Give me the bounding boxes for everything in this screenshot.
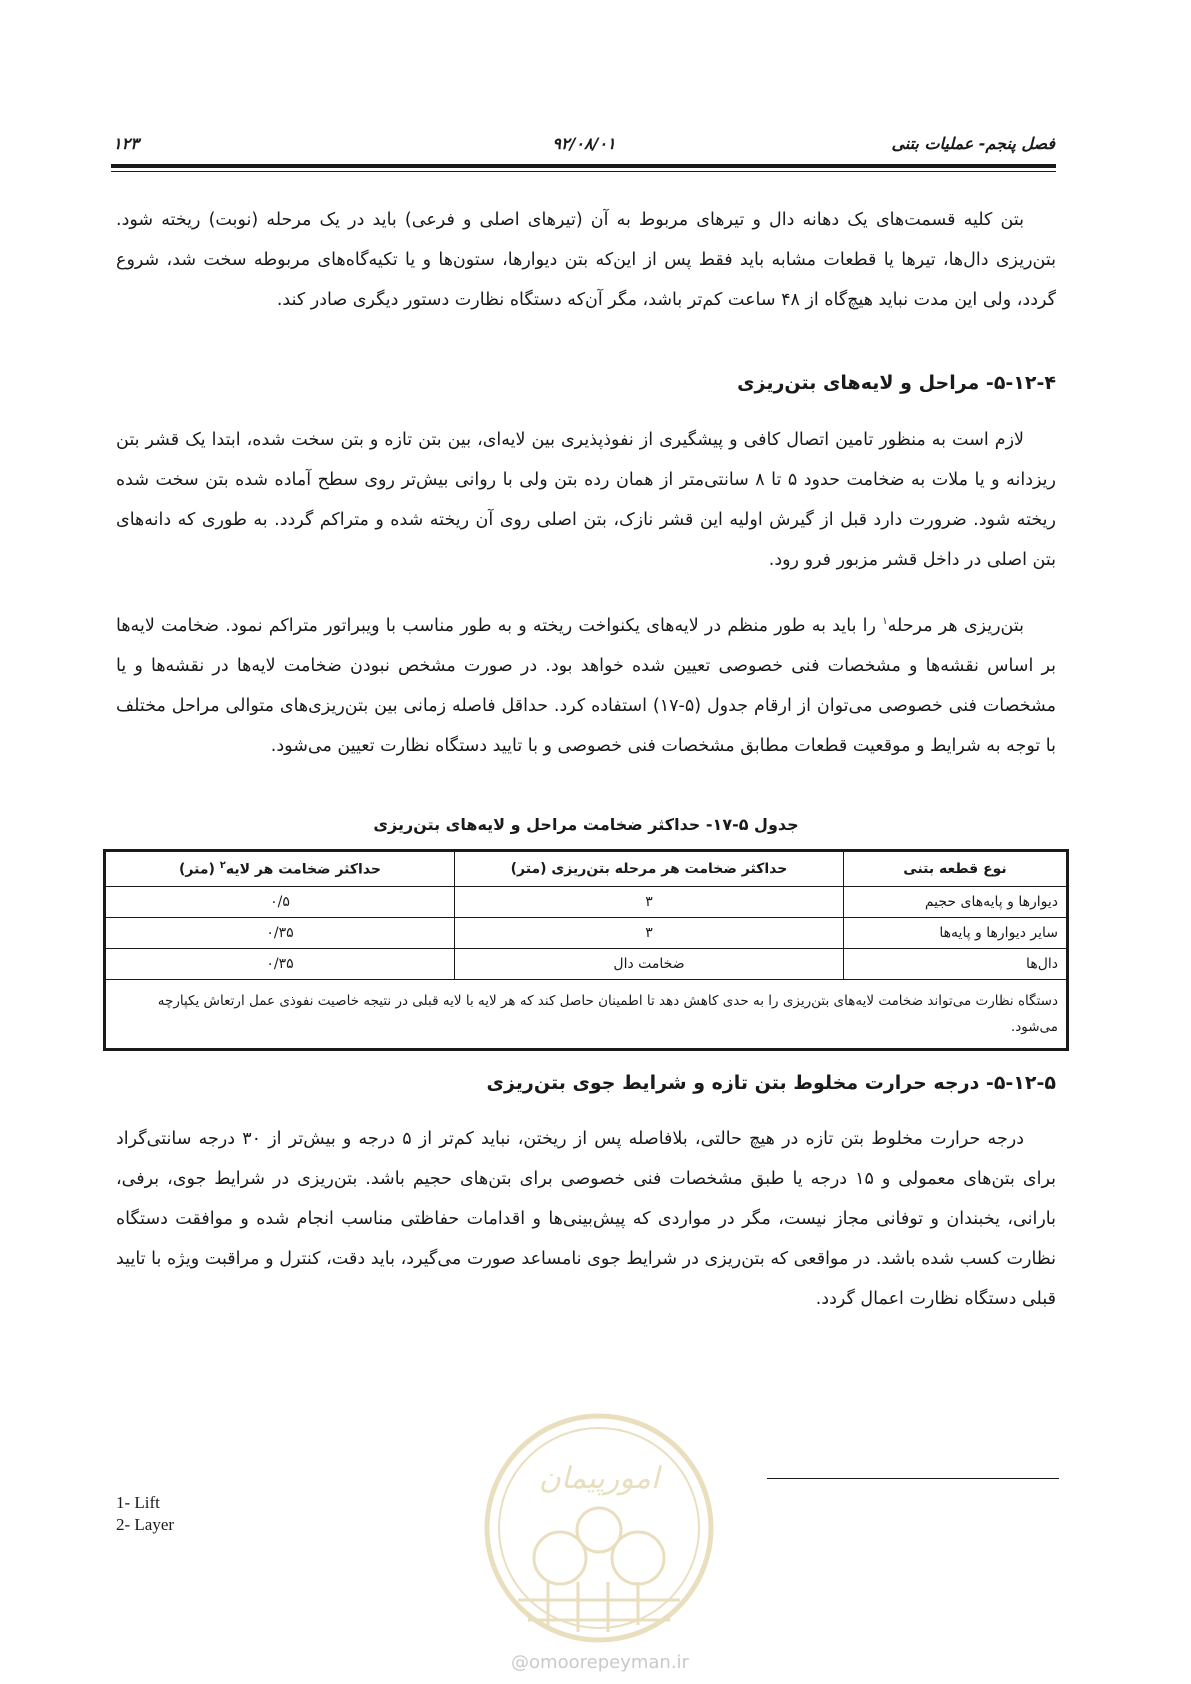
logo-lettering: امورپیمان — [538, 1461, 660, 1496]
footnote-2: 2- Layer — [116, 1515, 175, 1534]
footnotes — [116, 1492, 174, 1536]
header-rule-thick — [111, 164, 1056, 168]
cell-layer: ۰/۵ — [105, 887, 455, 918]
table-caption: جدول ۵-۱۷- حداکثر ضخامت مراحل و لایه‌های بتن‌ریزی — [373, 815, 799, 834]
footnote-ref-2: ۲ — [219, 860, 226, 872]
table-note: دستگاه نظارت می‌تواند ضخامت لایه‌های بتن‌ریزی را به حدی کاهش دهد تا اطمینان حاصل کند که هر لایه با لایه قبلی در نتیجه خاصیت نفوذی عمل ارتعاش یکپارچه می‌شود. — [105, 980, 1068, 1050]
table-row — [105, 949, 1068, 980]
header-layer-text: حداکثر ضخامت هر لایه — [225, 861, 381, 878]
section-heading-5-12-4: ۵-۱۲-۴- مراحل و لایه‌های بتن‌ریزی — [737, 372, 1056, 394]
cell-stage: ضخامت دال — [455, 949, 844, 980]
header-date: ۹۲/۰۸/۰۱ — [552, 134, 616, 153]
cell-stage: ۳ — [455, 887, 844, 918]
section-5-paragraph: درجه حرارت مخلوط بتن تازه در هیچ حالتی، بلافاصله پس از ریختن، نباید کم‌تر از ۵ درجه و بیش‌تر از ۳۰ درجه سانتی‌گراد برای بتن‌های معمولی و ۱۵ درجه یا طبق مشخصات فنی خصوصی برای بتن‌های حجیم باشد. بتن‌ریزی در شرایط جوی، برفی، بارانی، یخبندان و توفانی مجاز نیست، مگر در مواردی که پیش‌بینی‌ها و اقدامات حفاظتی مناسب انجام شده و موافقت دستگاه نظارت کسب شده باشد. در مواقعی که بتن‌ریزی در شرایط جوی نامساعد صورت می‌گیرد، باید دقت، کنترل و مراقبت ویژه با تایید قبلی دستگاه نظارت اعمال گردد. — [116, 1129, 1056, 1309]
section-4-paragraph-1: لازم است به منظور تامین اتصال کافی و پیشگیری از نفوذپذیری بین لایه‌ای، بین بتن تازه و بتن سخت شده، ابتدا یک قشر بتن ریزدانه و یا ملات به ضخامت حدود ۵ تا ۸ سانتی‌متر از همان رده بتن ولی با روانی بیش‌تر روی سطح آماده شده بتن سخت شده ریخته شود. ضرورت دارد قبل از گیرش اولیه این قشر نازک، بتن اصلی روی آن ریخته شده و متراکم گردد. به طوری که دانه‌های بتن اصلی در داخل قشر مزبور فرو رود. — [116, 430, 1057, 570]
header-rule-thin — [111, 171, 1056, 172]
cell-type: سایر دیوارها و پایه‌ها — [844, 918, 1068, 949]
cell-type: دیوارها و پایه‌های حجیم — [844, 887, 1068, 918]
intro-paragraph: بتن کلیه قسمت‌های یک دهانه دال و تیرهای مربوط به آن (تیرهای اصلی و فرعی) باید در یک مرحله (نوبت) ریخته شود. بتن‌ریزی دال‌ها، تیرها یا قطعات مشابه باید فقط پس از این‌که بتن دیوارها، ستون‌ها و یا تکیه‌گاه‌های مربوطه سخت شد، شروع گردد، ولی این مدت نباید هیچ‌گاه از ۴۸ ساعت کم‌تر باشد، مگر آن‌که دستگاه نظارت دستور دیگری صادر کند. — [116, 210, 1056, 310]
footnote-separator — [767, 1478, 1059, 1479]
footnote-ref-1: ۱ — [882, 616, 888, 627]
section-heading-5-12-5: ۵-۱۲-۵- درجه حرارت مخلوط بتن تازه و شرایط جوی بتن‌ریزی — [486, 1072, 1056, 1094]
para2-start: بتن‌ریزی هر مرحله — [887, 615, 1024, 636]
layer-thickness-table — [103, 849, 1069, 1051]
table-note-row — [105, 980, 1068, 1050]
cell-layer: ۰/۳۵ — [105, 918, 455, 949]
cell-type: دال‌ها — [844, 949, 1068, 980]
table-header-row — [105, 851, 1068, 887]
cell-stage: ۳ — [455, 918, 844, 949]
watermark-logo — [478, 1410, 720, 1646]
header-layer — [105, 851, 455, 887]
page-header — [113, 134, 1055, 154]
header-stage: حداکثر ضخامت هر مرحله بتن‌ریزی (متر) — [455, 851, 844, 887]
footnote-1: 1- Lift — [116, 1493, 160, 1512]
watermark-site: @omoorepeyman.ir — [511, 1652, 689, 1673]
table-row — [105, 918, 1068, 949]
chapter-title: فصل پنجم- عملیات بتنی — [891, 134, 1055, 153]
header-type: نوع قطعه بتنی — [844, 851, 1068, 887]
cell-layer: ۰/۳۵ — [105, 949, 455, 980]
table-row — [105, 887, 1068, 918]
header-layer-unit: (متر) — [179, 861, 220, 878]
page-number: ۱۲۳ — [113, 134, 139, 153]
section-4-paragraph-2 — [116, 602, 1056, 766]
para2-rest: را باید به طور منظم در لایه‌های یکنواخت ریخته و به طور مناسب با ویبراتور متراکم نمود. ضخامت لایه‌ها بر اساس نقشه‌ها و مشخصات فنی خصوصی تعیین شده خواهد بود. در صورت مشخص نبودن ضخامت لایه‌ها در نقشه‌ها و یا مشخصات فنی خصوصی می‌توان از ارقام جدول (۵-۱۷) استفاده کرد. حداقل فاصله زمانی بین بتن‌ریزی‌های متوالی مراحل مختلف با توجه به شرایط و موقعیت قطعات مطابق مشخصات فنی خصوصی و با تایید دستگاه نظارت تعیین می‌شود. — [116, 615, 1056, 756]
